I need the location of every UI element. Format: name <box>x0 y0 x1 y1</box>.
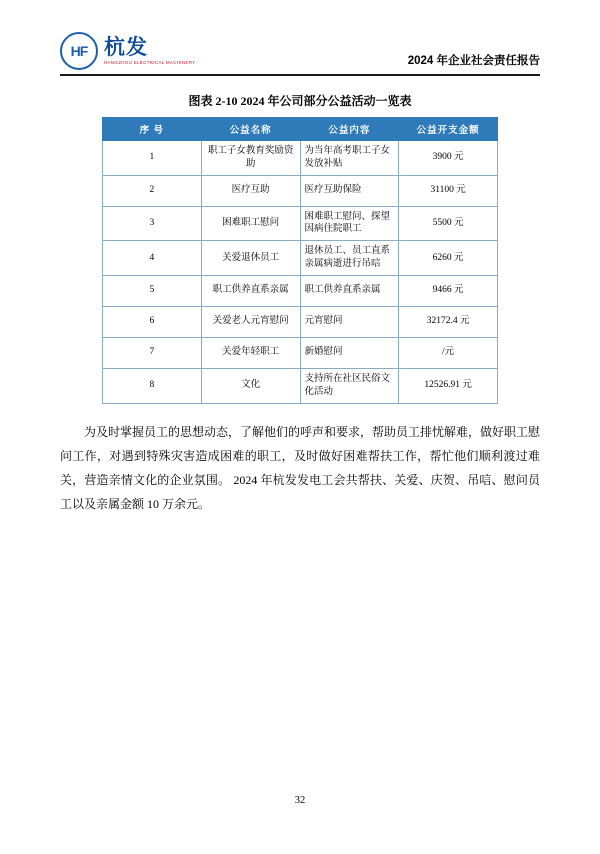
cell-content: 新婚慰问 <box>300 337 399 368</box>
cell-index: 4 <box>103 241 202 276</box>
cell-content: 职工供养直系亲属 <box>300 275 399 306</box>
cell-amount: 9466 元 <box>399 275 498 306</box>
header-divider <box>60 74 540 76</box>
page-header <box>60 0 540 70</box>
figure-caption: 图表 2-10 2024 年公司部分公益活动一览表 <box>188 94 412 108</box>
cell-index: 6 <box>103 306 202 337</box>
logo-company-name-en: HANGZHOU ELECTRICAL MACHINERY <box>104 59 196 65</box>
table-row <box>103 241 498 276</box>
column-header-amount: 公益开支金额 <box>399 118 498 141</box>
cell-name: 关爱年轻职工 <box>201 337 300 368</box>
table-header-row <box>103 118 498 141</box>
cell-name: 医疗互助 <box>201 175 300 206</box>
cell-name: 文化 <box>201 368 300 403</box>
cell-amount: 12526.91 元 <box>399 368 498 403</box>
column-header-index: 序 号 <box>103 118 202 141</box>
cell-index: 8 <box>103 368 202 403</box>
column-header-content: 公益内容 <box>300 118 399 141</box>
cell-name: 关爱老人元宵慰问 <box>201 306 300 337</box>
table-row <box>103 175 498 206</box>
table-row <box>103 275 498 306</box>
logo-abbr: HF <box>70 43 88 59</box>
logo-text <box>104 34 196 66</box>
cell-index: 5 <box>103 275 202 306</box>
logo-company-name: 杭发 <box>104 34 148 59</box>
logo-emblem-icon <box>60 32 98 70</box>
cell-index: 7 <box>103 337 202 368</box>
public-welfare-table <box>102 117 498 404</box>
table-row <box>103 141 498 176</box>
cell-index: 2 <box>103 175 202 206</box>
cell-amount: 3900 元 <box>399 141 498 176</box>
table-row <box>103 206 498 241</box>
table-row <box>103 337 498 368</box>
cell-amount: 6260 元 <box>399 241 498 276</box>
page-number: 32 <box>294 795 306 806</box>
cell-amount: 5500 元 <box>399 206 498 241</box>
cell-name: 困难职工慰问 <box>201 206 300 241</box>
table-row <box>103 306 498 337</box>
cell-content: 医疗互助保险 <box>300 175 399 206</box>
cell-amount: 31100 元 <box>399 175 498 206</box>
cell-amount: /元 <box>399 337 498 368</box>
column-header-name: 公益名称 <box>201 118 300 141</box>
cell-content: 困难职工慰问、探望因病住院职工 <box>300 206 399 241</box>
company-logo <box>60 32 195 70</box>
cell-name: 职工供养直系亲属 <box>201 275 300 306</box>
cell-index: 3 <box>103 206 202 241</box>
cell-name: 关爱退休员工 <box>201 241 300 276</box>
cell-amount: 32172.4 元 <box>399 306 498 337</box>
table-row <box>103 368 498 403</box>
cell-index: 1 <box>103 141 202 176</box>
cell-content: 支持所在社区民俗文化活动 <box>300 368 399 403</box>
cell-content: 退休员工、员工直系亲属病逝进行吊唁 <box>300 241 399 276</box>
cell-content: 为当年高考职工子女发放补贴 <box>300 141 399 176</box>
cell-content: 元宵慰问 <box>300 306 399 337</box>
body-paragraph: 为及时掌握员工的思想动态，了解他们的呼声和要求，帮助员工排忧解难，做好职工慰问工作，对遇到特殊灾害造成困难的职工，及时做好困难帮扶工作，帮忙他们顺利渡过难关，营造亲情文化的企业氛围。 2024 年杭发发电工会共帮扶、关爱、庆贺、吊唁、慰问员工以及亲属金额 10 万余元。 <box>60 424 541 511</box>
report-title: 2024 年企业社会责任报告 <box>407 55 540 67</box>
cell-name: 职工子女教育奖励资助 <box>201 141 300 176</box>
